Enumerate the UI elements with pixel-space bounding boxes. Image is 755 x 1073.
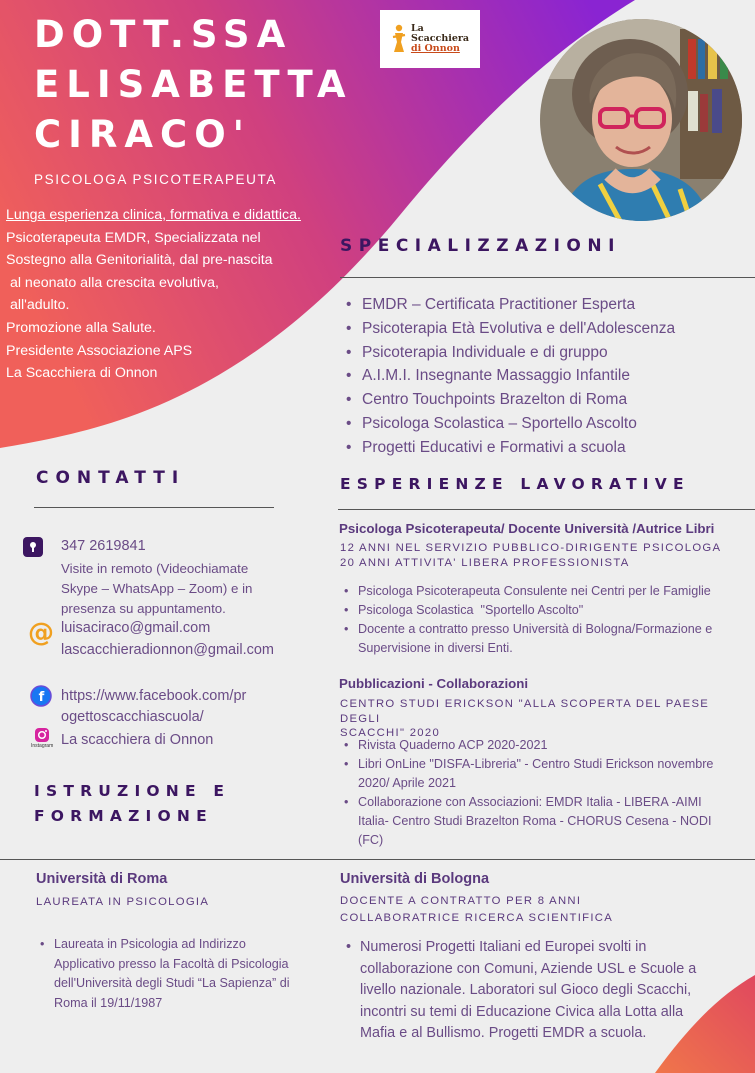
list-item: • Progetti Educativi e Formativi a scuola [342, 436, 675, 460]
universita-bologna-caps [340, 893, 613, 927]
specializzazioni-list [342, 293, 675, 460]
visit-info [61, 559, 252, 619]
name-line: DOTT.SSA [34, 13, 293, 56]
facebook-line: ogettoscacchiascuola/ [61, 709, 204, 725]
intro-line: Psicoterapeuta EMDR, Specializzata nel [6, 229, 261, 246]
list-item: • Psicologa Scolastica – Sportello Ascolto [342, 412, 675, 436]
logo-line: La [410, 23, 424, 34]
contatti-heading: CONTATTI [36, 468, 186, 488]
facebook-icon [30, 685, 52, 712]
list-item: • Docente a contratto presso Università di Bologna/Formazione e Supervisione in diversi Enti. [340, 620, 755, 658]
universita-roma-title: Università di Roma [36, 871, 168, 887]
caps-line: 20 ANNI ATTIVITA' LIBERA PROFESSIONISTA [340, 556, 630, 569]
facebook-link[interactable] [61, 686, 246, 728]
divider [34, 507, 274, 508]
profession-subtitle: PSICOLOGA PSICOTERAPEUTA [34, 172, 277, 187]
visit-line: Visite in remoto (Videochiamate [61, 561, 249, 576]
intro-line: Presidente Associazione APS [6, 342, 193, 359]
divider [338, 509, 755, 510]
name-line: ELISABETTA [34, 63, 353, 106]
visit-line: presenza su appuntamento. [61, 601, 226, 616]
chess-figure-icon [391, 24, 407, 54]
list-item: • Rivista Quaderno ACP 2020-2021 [340, 736, 755, 755]
list-item: • Psicoterapia Individuale e di gruppo [342, 341, 675, 365]
visit-line: Skype – WhatsApp – Zoom) e in [61, 581, 253, 596]
intro-line: Promozione alla Salute. [6, 319, 156, 336]
instagram-icon [31, 727, 53, 749]
email-link[interactable]: luisaciraco@gmail.com [61, 620, 211, 636]
caps-line: CENTRO STUDI ERICKSON "ALLA SCOPERTA DEL PAESE DEGLI [340, 698, 710, 725]
intro-line: Lunga esperienza clinica, formativa e didattica. [6, 207, 301, 223]
email-link[interactable]: lascacchieradionnon@gmail.com [61, 642, 274, 658]
intro-text [6, 204, 346, 385]
instagram-icon-label: Instagram [31, 743, 54, 749]
profile-photo [540, 19, 742, 221]
intro-line: all'adulto. [6, 297, 70, 314]
universita-bologna-title: Università di Bologna [340, 871, 490, 887]
svg-text:@: @ [28, 619, 54, 647]
pubblicazioni-bullets [340, 736, 755, 850]
list-item: • Psicologa Psicoterapeuta Consulente nei Centri per le Famiglie [340, 582, 755, 601]
list-item: • EMDR – Certificata Practitioner Esperta [342, 293, 675, 317]
email-icon [27, 619, 55, 652]
job-caps [340, 541, 721, 570]
divider [0, 859, 755, 860]
list-item: • Numerosi Progetti Italiani ed Europei svolti in collaborazione con Comuni, Aziende USL e Scuole a livello nazionale. Laboratori sul Gioco degli Scacchi, incontri su temi di Educazione Civica alla Lotta alla Mafia e al Bullismo. Progetti EMDR a scuola. [342, 937, 747, 1045]
esperienze-heading: ESPERIENZE LAVORATIVE [340, 475, 690, 493]
logo-line: di Onnon [410, 43, 460, 54]
intro-line: Sostegno alla Genitorialità, dal pre-nascita [6, 252, 273, 269]
doctor-name [34, 10, 352, 160]
scacchiera-logo [380, 10, 480, 68]
list-item: • Psicologa Scolastica "Sportello Ascolto" [340, 601, 755, 620]
instagram-link[interactable]: La scacchiera di Onnon [61, 732, 214, 748]
list-item: • Laureata in Psicologia ad Indirizzo Applicativo presso la Facoltà di Psicologia dell'Università degli Studi “La Sapienza” di Roma il 19/11/1987 [36, 935, 336, 1013]
universita-roma-caps: LAUREATA IN PSICOLOGIA [36, 896, 210, 908]
list-item: • Collaborazione con Associazioni: EMDR Italia - LIBERA -AIMI Italia- Centro Studi Brazelton Roma - CHORUS Cesena - NODI (FC) [340, 793, 755, 850]
list-item: • Psicoterapia Età Evolutiva e dell'Adolescenza [342, 317, 675, 341]
list-item: • Libri OnLine "DISFA-Libreria" - Centro Studi Erickson novembre 2020/ Aprile 2021 [340, 755, 755, 793]
pubblicazioni-title: Pubblicazioni - Collaborazioni [339, 676, 529, 691]
list-item: • Centro Touchpoints Brazelton di Roma [342, 388, 675, 412]
list-item: • A.I.M.I. Insegnante Massaggio Infantile [342, 364, 675, 388]
facebook-line: https://www.facebook.com/pr [61, 688, 247, 704]
logo-line: Scacchiera [410, 33, 470, 44]
intro-line: La Scacchiera di Onnon [6, 365, 158, 382]
phone-number[interactable]: 347 2619841 [61, 538, 146, 554]
pubblicazioni-caps [340, 697, 750, 741]
caps-line: DOCENTE A CONTRATTO PER 8 ANNI [340, 895, 582, 907]
job-title: Psicologa Psicoterapeuta/ Docente Università /Autrice Libri [339, 521, 715, 536]
universita-roma-bullets [36, 935, 336, 1013]
specializzazioni-heading: SPECIALIZZAZIONI [340, 236, 621, 256]
intro-line: al neonato alla crescita evolutiva, [6, 274, 219, 291]
caps-line: SCACCHI" 2020 [340, 727, 441, 739]
name-line: CIRACO' [34, 113, 251, 156]
job-bullets [340, 582, 755, 658]
caps-line: 12 ANNI NEL SERVIZIO PUBBLICO-DIRIGENTE PSICOLOGA [340, 542, 722, 554]
universita-bologna-bullets [342, 937, 747, 1045]
istruzione-heading-line: ISTRUZIONE E [34, 782, 231, 800]
svg-text:f: f [38, 690, 45, 705]
istruzione-heading [34, 779, 230, 829]
caps-line: COLLABORATRICE RICERCA SCIENTIFICA [340, 912, 614, 924]
divider [340, 277, 755, 278]
phone-icon [23, 537, 43, 562]
istruzione-heading-line: FORMAZIONE [34, 807, 213, 825]
